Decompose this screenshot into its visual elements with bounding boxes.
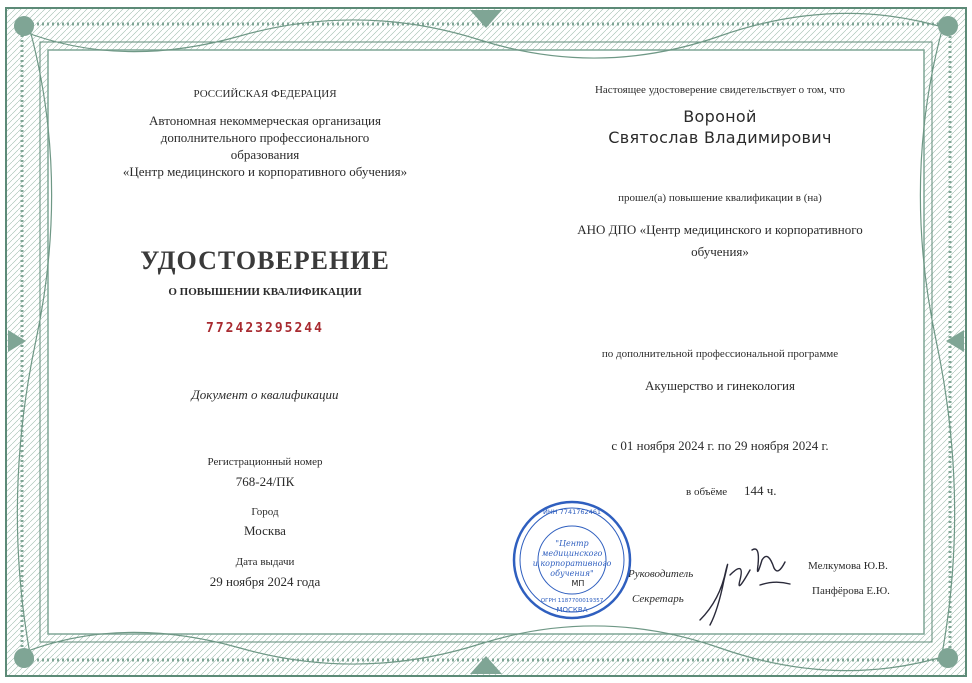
volume-label: в объёме — [686, 486, 728, 498]
stamp-line-4: обучения" — [550, 569, 594, 578]
registration-value: 768-24/ПК — [235, 474, 295, 489]
intro-text: Настоящее удостоверение свидетельствует о том, что — [594, 84, 846, 96]
head-label: Руководитель — [628, 568, 694, 580]
secretary-name: Панфёрова Е.Ю. — [812, 585, 890, 597]
stamp-line-1: "Центр — [555, 539, 589, 548]
org-line-2: дополнительного профессионального — [160, 130, 370, 145]
stamp-mp: МП — [571, 579, 585, 588]
registration-label: Регистрационный номер — [207, 456, 323, 468]
study-period: с 01 ноября 2024 г. по 29 ноября 2024 г. — [611, 438, 829, 453]
organization-line-2: обучения» — [691, 244, 749, 259]
issue-date-label: Дата выдачи — [235, 556, 295, 568]
document-title: УДОСТОВЕРЕНИЕ — [140, 246, 390, 275]
stamp-line-3: и корпоративного — [532, 559, 612, 568]
secretary-label: Секретарь — [632, 593, 684, 605]
holder-given-names: Святослав Владимирович — [608, 128, 832, 147]
organization-stamp — [510, 498, 634, 622]
volume-value: 144 ч. — [744, 483, 777, 498]
document-subtitle: О ПОВЫШЕНИИ КВАЛИФИКАЦИИ — [168, 286, 362, 298]
country-label: РОССИЙСКАЯ ФЕДЕРАЦИЯ — [193, 88, 337, 100]
signature — [690, 540, 800, 630]
holder-surname: Вороной — [683, 107, 757, 126]
serial-number: 772423295244 — [206, 321, 324, 336]
city-value: Москва — [244, 523, 286, 538]
head-name: Мелкумова Ю.В. — [808, 560, 888, 572]
stamp-ogrn: ОГРН 1187700019357 — [540, 598, 604, 604]
org-line-4: «Центр медицинского и корпоративного обучения» — [122, 164, 408, 179]
document-type: Документ о квалификации — [191, 387, 339, 402]
org-line-1: Автономная некоммерческая организация — [149, 113, 381, 128]
program-name: Акушерство и гинекология — [644, 378, 795, 393]
org-line-3: образования — [230, 147, 300, 162]
program-label: по дополнительной профессиональной программе — [601, 348, 839, 360]
stamp-inn: ИНН 7741762461 — [542, 508, 602, 516]
city-label: Город — [251, 506, 279, 518]
stamp-line-2: медицинского — [541, 549, 603, 558]
passed-text: прошел(а) повышение квалификации в (на) — [618, 192, 822, 204]
issue-date-value: 29 ноября 2024 года — [209, 574, 321, 589]
stamp-city: МОСКВА — [556, 606, 588, 614]
organization-line-1: АНО ДПО «Центр медицинского и корпоративного — [577, 222, 863, 237]
